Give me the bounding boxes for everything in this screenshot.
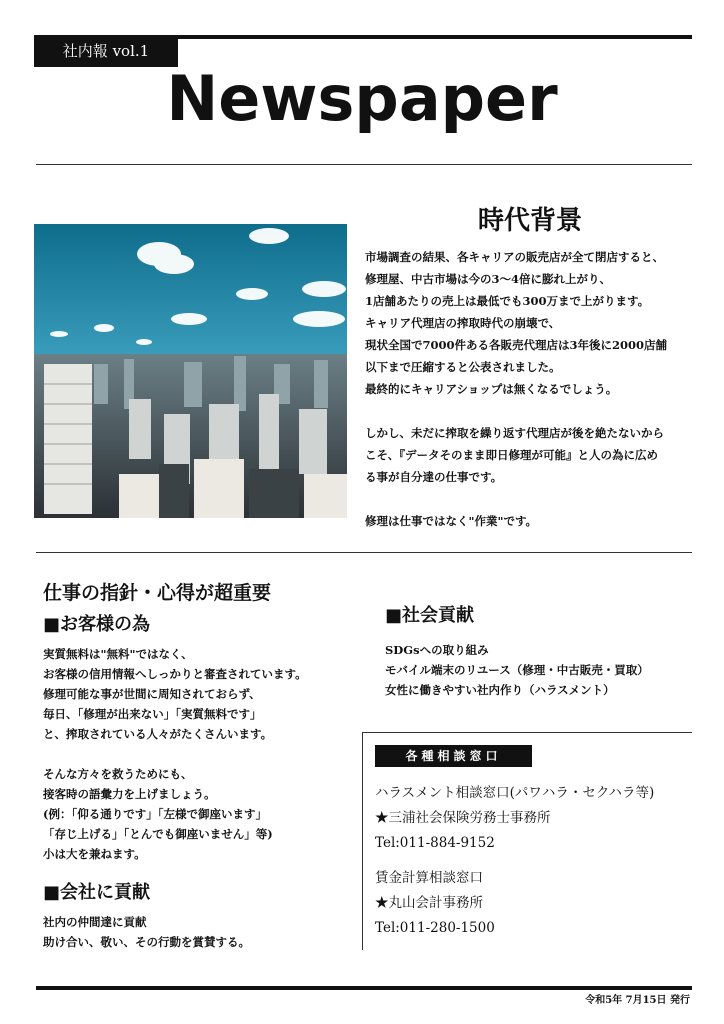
- text-line: 女性に働きやすい社内作り（ハラスメント）: [385, 683, 615, 697]
- wage-office: ★丸山会計事務所: [375, 895, 483, 911]
- society-heading: ■社会貢献: [385, 605, 475, 626]
- harassment-label: ハラスメント相談窓口(パワハラ・セクハラ等): [375, 785, 655, 801]
- guidelines-lead: 仕事の指針・心得が超重要: [43, 582, 272, 604]
- text-line: 修理可能な事が世間に周知されておらず、: [43, 687, 261, 701]
- text-line: 小は大を兼ねます。: [43, 847, 146, 861]
- society-text: [385, 640, 685, 700]
- wage-label: 賃金計算相談窓口: [375, 870, 483, 886]
- text-line: と、搾取されている人々がたくさんいます。: [43, 727, 273, 741]
- text-line: モバイル端末のリユース（修理・中古販売・買取）: [385, 663, 649, 677]
- text-line: 接客時の語彙力を上げましょう。: [43, 787, 216, 801]
- section-title-background: 時代背景: [477, 206, 582, 236]
- text-line: そんな方々を救うためにも、: [43, 767, 193, 781]
- text-line: 実質無料は"無料"ではなく、: [43, 647, 193, 661]
- consult-badge: 各種相談窓口: [375, 745, 532, 767]
- text-line: (例：「仰る通りです」「左様で御座います」: [43, 807, 267, 821]
- consult-box-left: [362, 732, 363, 950]
- background-paragraph-1: 市場調査の結果、各キャリアの販売店が全て閉店すると、 修理屋、中古市場は今の3～4倍に膨れ上がり、 1店舗あたりの売上は最低でも300万まで上がります。 キャリア代理店の搾取時代の崩壊で、 現状全国で7000件ある各販売代理店は3年後に2000店舗 以下まで圧縮すると公表されました。 最終的にキャリアショップは無くなるでしょう。: [365, 250, 668, 396]
- text-line: 助け合い、敬い、その行動を賞賛する。: [43, 935, 250, 949]
- text-line: SDGsへの取り組み: [385, 643, 489, 657]
- masthead-title: Newspaper: [166, 62, 558, 135]
- background-paragraph-3: 修理は仕事ではなく"作業"です。: [365, 514, 538, 528]
- bottom-rule: [36, 986, 692, 990]
- wage-tel: Tel:011-280-1500: [375, 920, 495, 936]
- wage-consult: [375, 866, 695, 941]
- background-paragraph-2: しかし、未だに搾取を繰り返す代理店が後を絶たないから こそ、『データそのまま即日修理が可能』と人の為に広め る事が自分達の仕事です。: [365, 426, 664, 484]
- background-text: [365, 246, 705, 532]
- company-heading: ■会社に貢献: [43, 882, 151, 903]
- city-skyline-photo: [34, 224, 347, 518]
- consult-box-top: [362, 732, 692, 733]
- text-line: 毎日、「修理が出来ない」「実質無料です」: [43, 707, 262, 721]
- text-line: お客様の信用情報へしっかりと審査されています。: [43, 667, 307, 681]
- harassment-office: ★三浦社会保険労務士事務所: [375, 810, 551, 826]
- customer-heading: ■お客様の為: [43, 614, 151, 635]
- company-text: [43, 912, 343, 952]
- issue-date: 令和5年 7月15日 発行: [585, 995, 690, 1006]
- customer-text: [43, 644, 343, 864]
- harassment-consult: [375, 781, 695, 856]
- masthead-divider: [36, 164, 692, 165]
- issue-badge: 社内報 vol.1: [34, 35, 178, 67]
- text-line: 「存じ上げる」「とんでも御座いません」等): [43, 827, 273, 841]
- section-divider: [36, 552, 692, 553]
- harassment-tel: Tel:011-884-9152: [375, 835, 495, 851]
- text-line: 社内の仲間達に貢献: [43, 915, 147, 929]
